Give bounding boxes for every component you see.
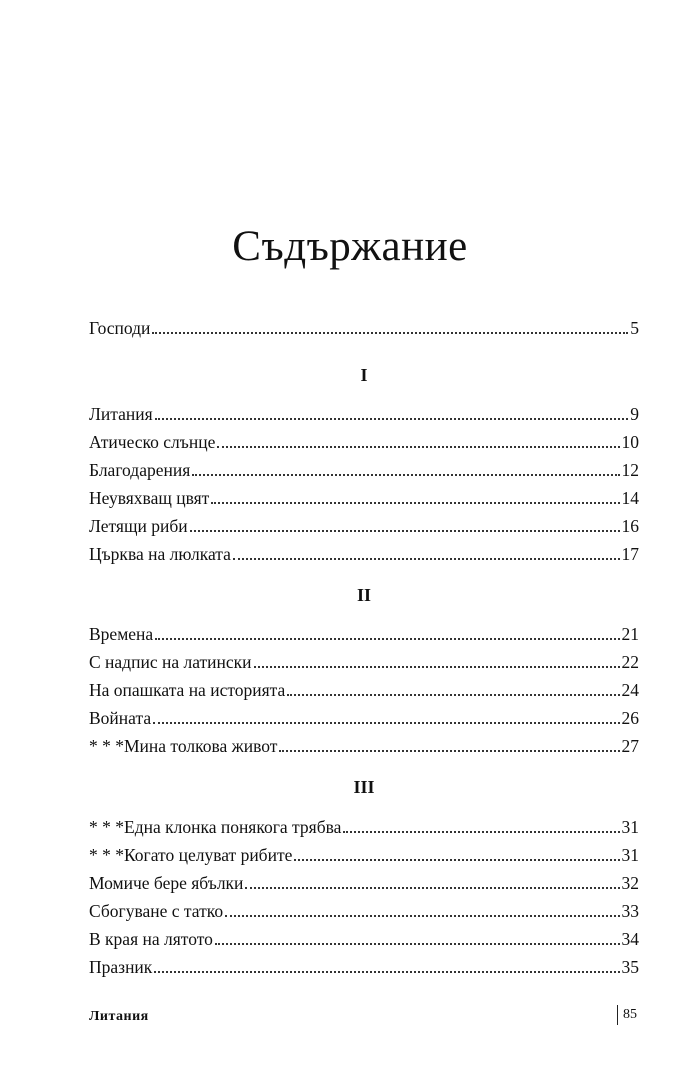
toc-entry-page: 10 (621, 432, 639, 452)
page-number-divider (617, 1005, 618, 1025)
toc-entry-page: 34 (621, 929, 639, 949)
toc-entry (89, 543, 639, 565)
dot-leader (155, 418, 629, 420)
toc-entry (89, 403, 639, 425)
toc-entry-page: 5 (630, 318, 639, 338)
toc-entry-page: 24 (621, 680, 639, 700)
toc-entry-page: 16 (621, 516, 639, 536)
dot-leader (153, 722, 619, 724)
toc-entry-page: 27 (621, 736, 639, 756)
dot-leader (233, 558, 620, 560)
toc-entry-title: * * *Мина толкова живот (89, 736, 278, 756)
toc-entry (89, 900, 639, 922)
toc-entry-title: Времена (89, 624, 154, 644)
toc-entry-page: 9 (630, 404, 639, 424)
dot-leader (190, 530, 620, 532)
page-title: Съдържание (232, 223, 468, 270)
toc-entry-title: Сбогуване с татко (89, 901, 224, 921)
running-title: Литания (89, 1009, 149, 1024)
dot-leader (225, 915, 619, 917)
dot-leader (155, 638, 619, 640)
toc-entry-page: 31 (621, 817, 639, 837)
toc-entry (89, 928, 639, 950)
dot-leader (154, 971, 619, 973)
dot-leader (343, 831, 619, 833)
section-heading-i: I (360, 365, 368, 385)
toc-entry (89, 459, 639, 481)
dot-leader (211, 502, 619, 504)
section-heading-ii: II (356, 585, 371, 605)
toc-entry-title: Момиче бере ябълки (89, 873, 244, 893)
dot-leader (254, 666, 620, 668)
toc-entry (89, 651, 639, 673)
dot-leader (152, 332, 628, 334)
dot-leader (294, 859, 619, 861)
toc-entry (89, 317, 639, 339)
toc-entry-title: В края на лятото (89, 929, 213, 949)
toc-entry (89, 679, 639, 701)
toc-entry-title: Празник (89, 957, 153, 977)
toc-entry-page: 32 (621, 873, 639, 893)
dot-leader (245, 887, 619, 889)
toc-entry-title: На опашката на историята (89, 680, 286, 700)
toc-entry-page: 12 (621, 460, 639, 480)
toc-entry-title: Войната (89, 708, 152, 728)
toc-entry-title: Църква на люлката (89, 544, 231, 564)
toc-entry-title: Атическо слънце (89, 432, 216, 452)
toc-entry-page: 26 (621, 708, 639, 728)
toc-entry-title: С надпис на латински (89, 652, 252, 672)
toc-entry-page: 22 (621, 652, 639, 672)
page-number: 85 (623, 1007, 637, 1022)
toc-entry (89, 515, 639, 537)
dot-leader (215, 943, 620, 945)
toc-entry (89, 431, 639, 453)
toc-entry-page: 31 (621, 845, 639, 865)
dot-leader (192, 474, 619, 476)
toc-entry (89, 872, 639, 894)
toc-entry-title: Летящи риби (89, 516, 188, 536)
toc-entry (89, 816, 639, 838)
toc-entry-page: 21 (621, 624, 639, 644)
toc-entry (89, 623, 639, 645)
toc-entry-page: 17 (621, 544, 639, 564)
toc-entry-title: Неувяхващ цвят (89, 488, 210, 508)
toc-entry-page: 33 (621, 901, 639, 921)
toc-entry (89, 956, 639, 978)
page-number-block (617, 1004, 637, 1026)
toc-entry-page: 14 (621, 488, 639, 508)
section-heading-iii: III (353, 777, 375, 797)
toc-entry-title: * * *Една клонка понякога трябва (89, 817, 342, 837)
toc-entry-page: 35 (621, 957, 639, 977)
toc-entry (89, 735, 639, 757)
dot-leader (217, 446, 619, 448)
dot-leader (287, 694, 619, 696)
toc-entry-title: * * *Когато целуват рибите (89, 845, 293, 865)
toc-entry-title: Благодарения (89, 460, 191, 480)
toc-entry-title: Господи (89, 318, 151, 338)
toc-entry-title: Литания (89, 404, 153, 424)
toc-entry (89, 844, 639, 866)
toc-entry (89, 487, 639, 509)
toc-entry (89, 707, 639, 729)
dot-leader (279, 750, 619, 752)
